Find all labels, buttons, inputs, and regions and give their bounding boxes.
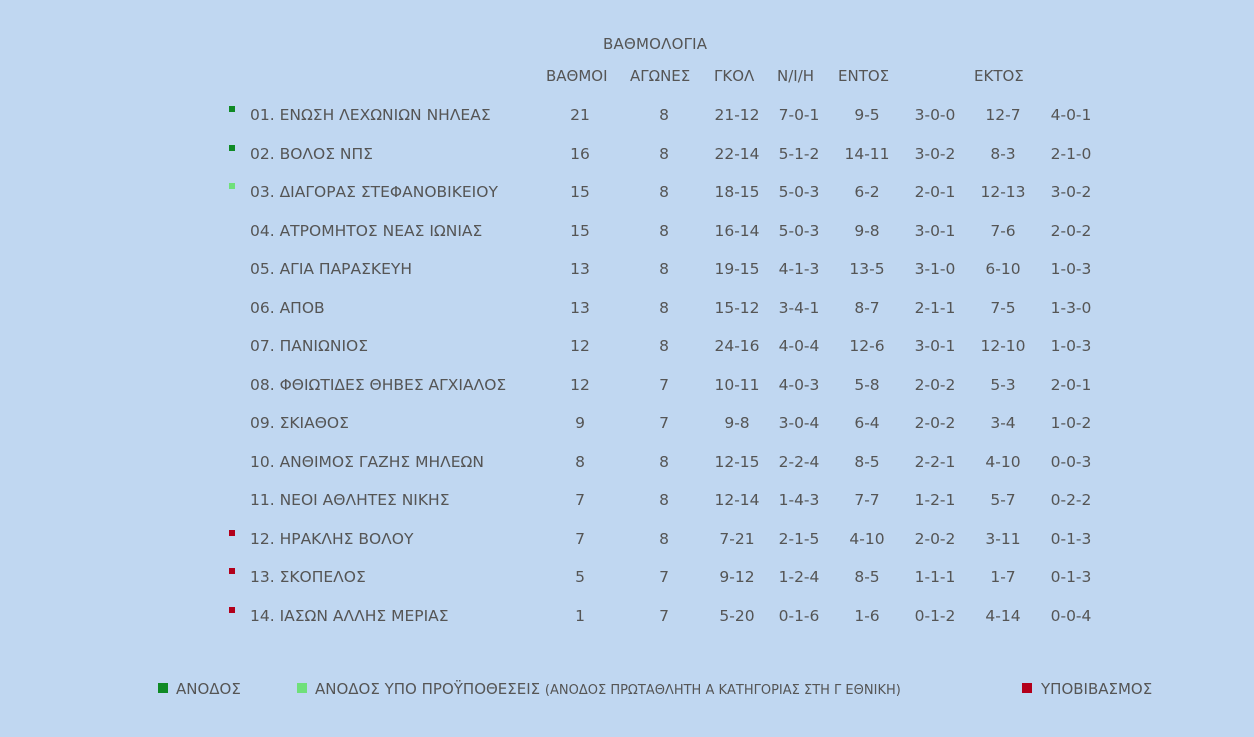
team-name: 06. ΑΠΟΒ: [250, 298, 325, 317]
cell-away-wdl: 4-0-1: [1050, 106, 1092, 124]
cell-away-goals: 7-5: [990, 298, 1016, 317]
cell-home-goals: 9-5: [854, 106, 880, 124]
cell-away-wdl: 1-0-2: [1050, 414, 1092, 432]
cell-wdl: 4-1-3: [778, 260, 820, 278]
cell-home-goals: 8-7: [854, 298, 880, 317]
cell-away-wdl: 3-0-2: [1050, 183, 1092, 201]
cell-games: 7: [659, 568, 669, 586]
cell-wdl: 0-1-6: [778, 606, 820, 625]
cell-points: 15: [570, 183, 590, 201]
cell-away-goals: 7-6: [990, 221, 1016, 240]
team-name: 07. ΠΑΝΙΩΝΙΟΣ: [250, 337, 369, 355]
cell-goals: 10-11: [714, 375, 760, 394]
column-header-points: ΒΑΘΜΟΙ: [546, 67, 608, 85]
cell-games: 7: [659, 606, 669, 625]
team-name: 14. ΙΑΣΩΝ ΑΛΛΗΣ ΜΕΡΙΑΣ: [250, 606, 449, 625]
legend-relegation-label: ΥΠΟΒΙΒΑΣΜΟΣ: [1041, 680, 1153, 698]
cell-points: 13: [570, 298, 590, 317]
cell-home-wdl: 3-0-1: [914, 221, 956, 240]
legend-promotion-swatch: [158, 680, 168, 690]
cell-points: 5: [575, 568, 585, 586]
cell-points: 21: [570, 106, 590, 124]
cell-away-wdl: 0-1-3: [1050, 568, 1092, 586]
cell-home-goals: 6-4: [854, 414, 880, 432]
team-name: 02. ΒΟΛΟΣ ΝΠΣ: [250, 144, 373, 163]
cell-home-wdl: 3-0-1: [914, 337, 956, 355]
cell-home-wdl: 1-2-1: [914, 491, 956, 509]
status-marker-promotion: [229, 106, 235, 112]
cell-away-wdl: 2-0-1: [1050, 375, 1092, 394]
cell-home-wdl: 2-0-2: [914, 414, 956, 432]
cell-points: 1: [575, 606, 585, 625]
cell-points: 12: [570, 375, 590, 394]
cell-home-goals: 13-5: [849, 260, 885, 278]
cell-games: 8: [659, 221, 669, 240]
table-row: [0, 260, 1254, 284]
cell-home-goals: 8-5: [854, 452, 880, 471]
cell-home-wdl: 2-1-1: [914, 298, 956, 317]
cell-home-goals: 7-7: [854, 491, 880, 509]
cell-home-goals: 6-2: [854, 183, 880, 201]
column-header-away: ΕΚΤΟΣ: [974, 67, 1024, 85]
cell-away-goals: 8-3: [990, 144, 1016, 163]
cell-home-goals: 5-8: [854, 375, 880, 394]
status-marker-relegation: [229, 530, 235, 536]
legend-conditional-swatch: [297, 680, 307, 690]
cell-home-wdl: 0-1-2: [914, 606, 956, 625]
cell-home-goals: 1-6: [854, 606, 880, 625]
cell-wdl: 5-1-2: [778, 144, 820, 163]
table-row: [0, 337, 1254, 361]
legend-conditional-note: (ΑΝΟΔΟΣ ΠΡΩΤΑΘΛΗΤΗ Α ΚΑΤΗΓΟΡΙΑΣ ΣΤΗ Γ ΕΘΝΙΚΗ): [544, 683, 901, 698]
cell-home-wdl: 3-0-0: [914, 106, 956, 124]
cell-home-goals: 9-8: [854, 221, 880, 240]
table-row: [0, 414, 1254, 438]
cell-home-wdl: 2-2-1: [914, 452, 956, 471]
cell-goals: 12-14: [714, 491, 760, 509]
cell-games: 8: [659, 106, 669, 124]
cell-away-goals: 12-13: [980, 183, 1026, 201]
cell-wdl: 7-0-1: [778, 106, 820, 124]
cell-wdl: 1-4-3: [778, 491, 820, 509]
cell-goals: 7-21: [719, 529, 755, 548]
cell-goals: 22-14: [714, 144, 760, 163]
cell-points: 9: [575, 414, 585, 432]
cell-wdl: 2-2-4: [778, 452, 820, 471]
cell-away-wdl: 2-1-0: [1050, 144, 1092, 163]
column-header-home: ΕΝΤΟΣ: [838, 67, 890, 85]
cell-points: 7: [575, 529, 585, 548]
cell-games: 8: [659, 298, 669, 317]
cell-away-goals: 4-14: [985, 606, 1021, 625]
cell-home-wdl: 3-1-0: [914, 260, 956, 278]
team-name: 10. ΑΝΘΙΜΟΣ ΓΑΖΗΣ ΜΗΛΕΩΝ: [250, 452, 484, 471]
cell-away-goals: 5-7: [990, 491, 1016, 509]
cell-points: 15: [570, 221, 590, 240]
cell-away-goals: 12-7: [985, 106, 1021, 124]
cell-goals: 21-12: [714, 106, 760, 124]
column-header-wdl: Ν/Ι/Η: [777, 67, 815, 85]
cell-wdl: 5-0-3: [778, 221, 820, 240]
cell-away-wdl: 2-0-2: [1050, 221, 1092, 240]
cell-away-goals: 4-10: [985, 452, 1021, 471]
cell-goals: 12-15: [714, 452, 760, 471]
cell-games: 8: [659, 260, 669, 278]
team-name: 03. ΔΙΑΓΟΡΑΣ ΣΤΕΦΑΝΟΒΙΚΕΙΟΥ: [250, 183, 498, 201]
cell-home-wdl: 2-0-1: [914, 183, 956, 201]
cell-points: 8: [575, 452, 585, 471]
cell-games: 8: [659, 452, 669, 471]
team-name: 11. ΝΕΟΙ ΑΘΛΗΤΕΣ ΝΙΚΗΣ: [250, 491, 450, 509]
table-row: [0, 376, 1254, 400]
cell-games: 8: [659, 337, 669, 355]
legend-relegation-swatch: [1022, 680, 1032, 690]
cell-away-wdl: 1-3-0: [1050, 298, 1092, 317]
cell-home-wdl: 2-0-2: [914, 375, 956, 394]
team-name: 05. ΑΓΙΑ ΠΑΡΑΣΚΕΥΗ: [250, 260, 413, 278]
status-marker-relegation: [229, 568, 235, 574]
cell-goals: 18-15: [714, 183, 760, 201]
cell-wdl: 4-0-4: [778, 337, 820, 355]
team-name: 09. ΣΚΙΑΘΟΣ: [250, 414, 349, 432]
cell-home-goals: 12-6: [849, 337, 885, 355]
cell-home-goals: 14-11: [844, 144, 890, 163]
table-row: [0, 222, 1254, 246]
cell-away-wdl: 1-0-3: [1050, 337, 1092, 355]
table-row: [0, 607, 1254, 631]
cell-games: 8: [659, 144, 669, 163]
cell-home-goals: 8-5: [854, 568, 880, 586]
cell-wdl: 3-0-4: [778, 414, 820, 432]
cell-away-wdl: 0-0-3: [1050, 452, 1092, 471]
cell-home-goals: 4-10: [849, 529, 885, 548]
cell-away-goals: 1-7: [990, 568, 1016, 586]
cell-wdl: 5-0-3: [778, 183, 820, 201]
cell-away-goals: 6-10: [985, 260, 1021, 278]
legend-conditional-text: ΑΝΟΔΟΣ ΥΠΟ ΠΡΟΫΠΟΘΕΣΕΙΣ: [315, 680, 541, 698]
cell-away-wdl: 0-2-2: [1050, 491, 1092, 509]
cell-wdl: 2-1-5: [778, 529, 820, 548]
team-name: 08. ΦΘΙΩΤΙΔΕΣ ΘΗΒΕΣ ΑΓΧΙΑΛΟΣ: [250, 375, 507, 394]
table-row: [0, 106, 1254, 130]
team-name: 12. ΗΡΑΚΛΗΣ ΒΟΛΟΥ: [250, 529, 414, 548]
cell-home-wdl: 1-1-1: [914, 568, 956, 586]
table-row: [0, 491, 1254, 515]
cell-points: 13: [570, 260, 590, 278]
cell-games: 7: [659, 414, 669, 432]
cell-games: 8: [659, 183, 669, 201]
cell-goals: 9-8: [724, 414, 750, 432]
cell-away-goals: 12-10: [980, 337, 1026, 355]
cell-points: 7: [575, 491, 585, 509]
team-name: 04. ΑΤΡΟΜΗΤΟΣ ΝΕΑΣ ΙΩΝΙΑΣ: [250, 221, 483, 240]
table-row: [0, 183, 1254, 207]
cell-goals: 24-16: [714, 337, 760, 355]
team-name: 13. ΣΚΟΠΕΛΟΣ: [250, 568, 366, 586]
table-row: [0, 299, 1254, 323]
cell-wdl: 3-4-1: [778, 298, 820, 317]
cell-away-goals: 5-3: [990, 375, 1016, 394]
cell-points: 16: [570, 144, 590, 163]
cell-wdl: 1-2-4: [778, 568, 820, 586]
cell-goals: 19-15: [714, 260, 760, 278]
cell-away-wdl: 1-0-3: [1050, 260, 1092, 278]
cell-games: 7: [659, 375, 669, 394]
status-marker-conditional: [229, 183, 235, 189]
legend-conditional-label: [315, 680, 901, 698]
table-row: [0, 453, 1254, 477]
cell-away-wdl: 0-1-3: [1050, 529, 1092, 548]
cell-points: 12: [570, 337, 590, 355]
table-row: [0, 568, 1254, 592]
status-marker-promotion: [229, 145, 235, 151]
team-name: 01. ΕΝΩΣΗ ΛΕΧΩΝΙΩΝ ΝΗΛΕΑΣ: [250, 106, 491, 124]
cell-games: 8: [659, 491, 669, 509]
legend-promotion-label: ΑΝΟΔΟΣ: [176, 680, 241, 698]
cell-goals: 9-12: [719, 568, 755, 586]
cell-away-goals: 3-4: [990, 414, 1016, 432]
cell-goals: 15-12: [714, 298, 760, 317]
cell-wdl: 4-0-3: [778, 375, 820, 394]
table-row: [0, 145, 1254, 169]
cell-goals: 5-20: [719, 606, 755, 625]
standings-title: ΒΑΘΜΟΛΟΓΙΑ: [603, 35, 708, 53]
cell-away-goals: 3-11: [985, 529, 1021, 548]
column-header-goals: ΓΚΟΛ: [714, 67, 755, 85]
cell-home-wdl: 2-0-2: [914, 529, 956, 548]
column-header-games: ΑΓΩΝΕΣ: [630, 67, 691, 85]
cell-goals: 16-14: [714, 221, 760, 240]
cell-home-wdl: 3-0-2: [914, 144, 956, 163]
status-marker-relegation: [229, 607, 235, 613]
table-row: [0, 530, 1254, 554]
cell-away-wdl: 0-0-4: [1050, 606, 1092, 625]
cell-games: 8: [659, 529, 669, 548]
